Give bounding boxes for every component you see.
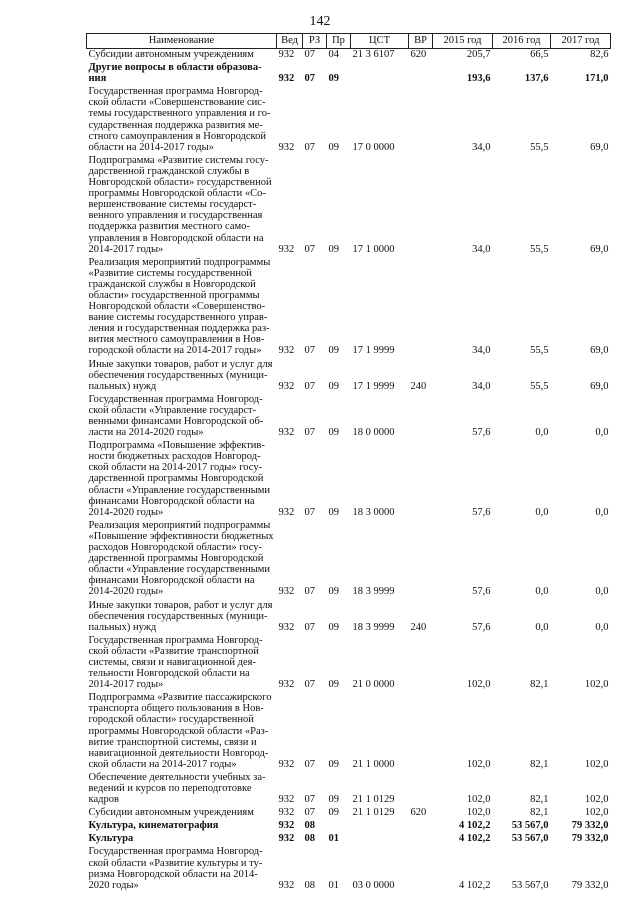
row-name-line: обеспечения государственных (муници- <box>88 610 268 622</box>
table-row <box>87 86 611 155</box>
row-name-line: финансами Новгородской области на <box>88 495 255 507</box>
pr-cell: 09 <box>328 243 339 255</box>
row-name-line: навигационной деятельности Новгород- <box>88 747 269 759</box>
row-name-line: ской области на 2014-2017 годы» госу- <box>88 462 263 474</box>
ved-cell: 932 <box>278 380 295 392</box>
row-name-line: 2020 годы» <box>88 879 139 891</box>
vr-cell <box>409 692 433 772</box>
pr-cell: 01 <box>328 879 339 891</box>
table-row <box>87 257 611 359</box>
pr-cell: 09 <box>328 807 339 819</box>
row-name-line: Новгородской области» государственной <box>88 177 272 189</box>
value-2017-cell: 69,0 <box>590 380 609 392</box>
vr-cell: 620 <box>410 49 427 60</box>
row-name-line: стного самоуправления в Новгородской <box>88 130 266 142</box>
vr-cell <box>409 257 433 359</box>
rz-cell: 08 <box>304 820 315 832</box>
value-2016-cell: 55,5 <box>530 380 549 392</box>
pr-cell: 09 <box>328 427 339 439</box>
row-name-line: витие транспортной системы, связи и <box>88 736 257 748</box>
table-row <box>87 635 611 692</box>
budget-table <box>86 33 611 893</box>
row-name-line: вание системы государственного управ- <box>88 312 268 324</box>
row-name-line: области «Управление государственными <box>88 484 271 496</box>
table-row <box>87 846 611 892</box>
cst-cell: 18 3 9999 <box>352 586 395 598</box>
ved-cell: 932 <box>278 586 295 598</box>
ved-cell: 932 <box>278 141 295 153</box>
value-2017-cell: 0,0 <box>595 427 609 439</box>
row-name-cell <box>87 155 277 257</box>
row-name-line: области «Управление государственными <box>88 564 271 576</box>
ved-cell: 932 <box>278 833 295 845</box>
table-row <box>87 600 611 635</box>
row-name-line: пальных) нужд <box>88 380 157 392</box>
vr-cell <box>409 635 433 692</box>
value-2017-cell: 0,0 <box>595 621 609 633</box>
cst-cell: 17 1 9999 <box>352 380 395 392</box>
ved-cell: 932 <box>278 621 295 633</box>
row-name-line: темы государственного управления и го- <box>88 108 271 120</box>
rz-cell: 07 <box>304 807 315 819</box>
row-name-line: дарственной гражданской службы в <box>88 165 250 177</box>
header-pr: Пр <box>327 34 351 49</box>
row-name-line: ской области «Развитие транспортной <box>88 645 259 657</box>
rz-cell: 07 <box>304 758 315 770</box>
header-cst: ЦСТ <box>351 34 409 49</box>
value-2017-cell: 0,0 <box>595 506 609 518</box>
value-2015-cell: 57,6 <box>472 427 491 439</box>
pr-cell: 09 <box>328 679 339 691</box>
vr-cell: 620 <box>410 807 427 819</box>
row-name-cell <box>87 49 277 63</box>
table-row <box>87 49 611 63</box>
vr-cell <box>409 772 433 807</box>
value-2016-cell: 82,1 <box>530 794 549 806</box>
value-2017-cell: 0,0 <box>595 586 609 598</box>
cst-cell: 18 3 9999 <box>352 621 395 633</box>
row-name-line: Подпрограмма «Развитие пассажирского <box>88 692 272 704</box>
value-2016-cell: 55,5 <box>530 345 549 357</box>
row-name-cell <box>87 600 277 635</box>
rz-cell: 07 <box>304 621 315 633</box>
header-2015: 2015 год <box>433 34 493 49</box>
rz-cell: 07 <box>304 345 315 357</box>
value-2015-cell: 34,0 <box>472 380 491 392</box>
page-number: 142 <box>309 14 331 29</box>
pr-cell: 09 <box>328 758 339 770</box>
row-name-line: Государственная программа Новгород- <box>88 86 263 98</box>
header-ved: Вед <box>277 34 303 49</box>
row-name-cell <box>87 520 277 600</box>
row-name-line: финансами Новгородской области на <box>88 575 255 587</box>
vr-cell: 240 <box>410 621 427 633</box>
vr-cell: 240 <box>410 380 427 392</box>
vr-cell <box>409 62 433 86</box>
cst-cell: 21 1 0129 <box>352 794 395 806</box>
rz-cell: 07 <box>304 141 315 153</box>
row-name-line: ской области «Совершенствование сис- <box>88 97 266 109</box>
row-name-line: сударственная поддержка развития ме- <box>88 119 263 131</box>
value-2016-cell: 0,0 <box>535 621 549 633</box>
row-name-line: Другие вопросы в области образова- <box>88 62 262 74</box>
value-2016-cell: 55,5 <box>530 243 549 255</box>
row-name-line: управления в Новгородской области на <box>88 232 264 244</box>
ved-cell: 932 <box>278 807 295 819</box>
value-2017-cell: 69,0 <box>590 141 609 153</box>
ved-cell: 932 <box>278 49 295 60</box>
value-2017-cell: 102,0 <box>584 758 609 770</box>
row-name-line: ской области на 2014-2017 годы» <box>88 758 237 770</box>
rz-cell: 08 <box>304 833 315 845</box>
row-name-line: ской области «Развитие культуры и ту- <box>88 857 263 869</box>
ved-cell: 932 <box>278 73 295 85</box>
row-name-cell <box>87 772 277 807</box>
table-row <box>87 520 611 600</box>
table-row <box>87 155 611 257</box>
value-2016-cell: 53 567,0 <box>511 879 549 891</box>
row-name-line: 2014-2020 годы» <box>88 506 164 518</box>
cst-cell: 21 3 6107 <box>352 49 395 60</box>
row-name-cell <box>87 257 277 359</box>
value-2017-cell: 79 332,0 <box>571 879 609 891</box>
row-name-cell <box>87 86 277 155</box>
pr-cell <box>327 820 351 833</box>
ved-cell: 932 <box>278 506 295 518</box>
vr-cell <box>409 520 433 600</box>
vr-cell <box>409 440 433 520</box>
rz-cell: 07 <box>304 679 315 691</box>
table-row <box>87 833 611 846</box>
cst-cell: 17 1 9999 <box>352 345 395 357</box>
row-name-line: кадров <box>88 794 119 806</box>
row-name-line: гражданской службы в Новгородской <box>88 278 256 290</box>
pr-cell: 04 <box>328 49 339 60</box>
row-name-line: системы, связи и навигационной дея- <box>88 656 256 668</box>
value-2016-cell: 0,0 <box>535 427 549 439</box>
row-name-line: Подпрограмма «Повышение эффектив- <box>88 440 265 452</box>
row-name-line: расходов Новгородской области» госу- <box>88 542 263 554</box>
value-2017-cell: 102,0 <box>584 794 609 806</box>
row-name-line: пальных) нужд <box>88 621 157 633</box>
value-2017-cell: 79 332,0 <box>571 833 609 845</box>
value-2015-cell: 102,0 <box>466 679 491 691</box>
ved-cell: 932 <box>278 758 295 770</box>
row-name-line: венного управления и государственная <box>88 210 263 222</box>
table-body <box>87 49 611 893</box>
rz-cell: 07 <box>304 243 315 255</box>
vr-cell <box>409 394 433 440</box>
pr-cell: 09 <box>328 141 339 153</box>
pr-cell: 09 <box>328 621 339 633</box>
pr-cell: 09 <box>328 794 339 806</box>
row-name-line: Культура, кинематография <box>88 820 219 832</box>
value-2015-cell: 57,6 <box>472 586 491 598</box>
cst-cell <box>351 820 409 833</box>
value-2016-cell: 53 567,0 <box>511 820 549 832</box>
row-name-cell <box>87 807 277 820</box>
pr-cell: 01 <box>328 833 339 845</box>
cst-cell: 03 0 0000 <box>352 879 395 891</box>
table-row <box>87 772 611 807</box>
row-name-line: поддержка развития местного само- <box>88 221 250 233</box>
cst-cell: 17 0 0000 <box>352 141 395 153</box>
row-name-line: ности бюджетных расходов Новгород- <box>88 451 261 463</box>
value-2017-cell: 102,0 <box>584 679 609 691</box>
cst-cell: 21 0 0000 <box>352 679 395 691</box>
rz-cell: 07 <box>304 586 315 598</box>
row-name-line: Реализация мероприятий подпрограммы <box>88 519 271 531</box>
row-name-cell <box>87 359 277 394</box>
value-2015-cell: 57,6 <box>472 621 491 633</box>
value-2016-cell: 66,5 <box>530 49 549 60</box>
table-row <box>87 692 611 772</box>
value-2015-cell: 4 102,2 <box>459 879 491 891</box>
value-2016-cell: 137,6 <box>524 73 549 85</box>
row-name-line: области на 2014-2017 годы» <box>88 141 214 153</box>
row-name-line: Реализация мероприятий подпрограммы <box>88 256 271 268</box>
row-name-cell <box>87 833 277 846</box>
pr-cell: 09 <box>328 586 339 598</box>
header-2017: 2017 год <box>551 34 611 49</box>
cst-cell: 21 1 0129 <box>352 807 395 819</box>
header-name: Наименование <box>87 34 277 49</box>
row-name-cell <box>87 440 277 520</box>
cst-cell: 21 1 0000 <box>352 758 395 770</box>
row-name-line: ласти на 2014-2020 годы» <box>88 427 204 439</box>
row-name-line: Культура <box>88 833 134 845</box>
cst-cell <box>351 833 409 846</box>
row-name-line: обеспечения государственных (муници- <box>88 369 268 381</box>
rz-cell: 08 <box>304 879 315 891</box>
row-name-line: «Развитие системы государственной <box>88 267 252 279</box>
row-name-line: «Повышение эффективности бюджетных <box>88 530 274 542</box>
pr-cell: 09 <box>328 506 339 518</box>
pr-cell: 09 <box>328 380 339 392</box>
ved-cell: 932 <box>278 794 295 806</box>
ved-cell: 932 <box>278 879 295 891</box>
value-2016-cell: 55,5 <box>530 141 549 153</box>
table-row <box>87 820 611 833</box>
row-name-line: тельности Новгородской области на <box>88 668 250 680</box>
row-name-line: Государственная программа Новгород- <box>88 393 263 405</box>
value-2017-cell: 79 332,0 <box>571 820 609 832</box>
value-2015-cell: 193,6 <box>466 73 491 85</box>
rz-cell: 07 <box>304 794 315 806</box>
value-2015-cell: 102,0 <box>466 794 491 806</box>
rz-cell: 07 <box>304 49 315 60</box>
vr-cell <box>409 833 433 846</box>
value-2017-cell: 171,0 <box>584 73 609 85</box>
row-name-line: ния <box>88 73 107 85</box>
row-name-line: ризма Новгородской области на 2014- <box>88 868 258 880</box>
table-row <box>87 440 611 520</box>
value-2017-cell: 102,0 <box>584 807 609 819</box>
vr-cell <box>409 846 433 892</box>
value-2017-cell: 69,0 <box>590 345 609 357</box>
rz-cell: 07 <box>304 506 315 518</box>
row-name-line: ской области «Управление государст- <box>88 404 257 416</box>
row-name-cell <box>87 394 277 440</box>
value-2015-cell: 34,0 <box>472 345 491 357</box>
value-2016-cell: 82,1 <box>530 679 549 691</box>
value-2015-cell: 34,0 <box>472 243 491 255</box>
table-row <box>87 62 611 86</box>
value-2016-cell: 0,0 <box>535 506 549 518</box>
row-name-line: ления и государственная поддержка раз- <box>88 323 270 335</box>
value-2015-cell: 34,0 <box>472 141 491 153</box>
row-name-cell <box>87 692 277 772</box>
rz-cell: 07 <box>304 73 315 85</box>
row-name-line: дарственной программы Новгородской <box>88 473 264 485</box>
row-name-line: 2014-2020 годы» <box>88 586 164 598</box>
row-name-line: Субсидии автономным учреждениям <box>88 49 254 60</box>
value-2015-cell: 4 102,2 <box>459 833 491 845</box>
value-2016-cell: 82,1 <box>530 807 549 819</box>
row-name-cell <box>87 846 277 892</box>
pr-cell: 09 <box>328 73 339 85</box>
rz-cell: 07 <box>304 380 315 392</box>
row-name-line: программы Новгородской области «Со- <box>88 188 266 200</box>
value-2016-cell: 82,1 <box>530 758 549 770</box>
row-name-line: городской области» государственной <box>88 714 254 726</box>
row-name-line: вершенствование системы государст- <box>88 199 257 211</box>
value-2015-cell: 4 102,2 <box>459 820 491 832</box>
row-name-line: Иные закупки товаров, работ и услуг для <box>88 358 273 370</box>
ved-cell: 932 <box>278 243 295 255</box>
ved-cell: 932 <box>278 427 295 439</box>
rz-cell: 07 <box>304 427 315 439</box>
ved-cell: 932 <box>278 345 295 357</box>
row-name-line: Государственная программа Новгород- <box>88 634 263 646</box>
row-name-line: 2014-2017 годы» <box>88 243 164 255</box>
ved-cell: 932 <box>278 820 295 832</box>
table-row <box>87 394 611 440</box>
row-name-cell <box>87 62 277 86</box>
table-row <box>87 359 611 394</box>
row-name-line: Государственная программа Новгород- <box>88 846 263 858</box>
cst-cell: 17 1 0000 <box>352 243 395 255</box>
row-name-line: городской области на 2014-2017 годы» <box>88 345 262 357</box>
value-2015-cell: 102,0 <box>466 807 491 819</box>
value-2017-cell: 82,6 <box>590 49 609 60</box>
header-vr: ВР <box>409 34 433 49</box>
row-name-line: венными финансами Новгородской об- <box>88 416 264 427</box>
row-name-line: области» государственной программы <box>88 289 260 301</box>
row-name-cell <box>87 635 277 692</box>
cst-cell: 18 0 0000 <box>352 427 395 439</box>
pr-cell: 09 <box>328 345 339 357</box>
table-header-row <box>87 34 611 49</box>
row-name-line: программы Новгородской области «Раз- <box>88 725 269 737</box>
ved-cell: 932 <box>278 679 295 691</box>
row-name-line: Подпрограмма «Развитие системы госу- <box>88 154 269 166</box>
table-row <box>87 807 611 820</box>
value-2016-cell: 0,0 <box>535 586 549 598</box>
row-name-line: транспорта общего пользования в Нов- <box>88 703 264 715</box>
row-name-line: ведений и курсов по переподготовке <box>88 783 252 794</box>
row-name-line: Обеспечение деятельности учебных за- <box>88 771 266 783</box>
value-2015-cell: 57,6 <box>472 506 491 518</box>
row-name-line: дарственной программы Новгородской <box>88 553 264 565</box>
row-name-line: вития местного самоуправления в Нов- <box>88 334 265 346</box>
row-name-line: Иные закупки товаров, работ и услуг для <box>88 599 273 611</box>
header-rz: РЗ <box>303 34 327 49</box>
row-name-line: Субсидии автономным учреждениям <box>88 807 254 819</box>
cst-cell: 18 3 0000 <box>352 506 395 518</box>
value-2015-cell: 102,0 <box>466 758 491 770</box>
value-2017-cell: 69,0 <box>590 243 609 255</box>
row-name-line: Новгородской области «Совершенство- <box>88 301 266 313</box>
row-name-line: 2014-2017 годы» <box>88 679 164 691</box>
vr-cell <box>409 155 433 257</box>
cst-cell <box>351 62 409 86</box>
row-name-cell <box>87 820 277 833</box>
vr-cell <box>409 86 433 155</box>
value-2015-cell: 205,7 <box>466 49 491 60</box>
value-2016-cell: 53 567,0 <box>511 833 549 845</box>
header-2016: 2016 год <box>493 34 551 49</box>
vr-cell <box>409 820 433 833</box>
